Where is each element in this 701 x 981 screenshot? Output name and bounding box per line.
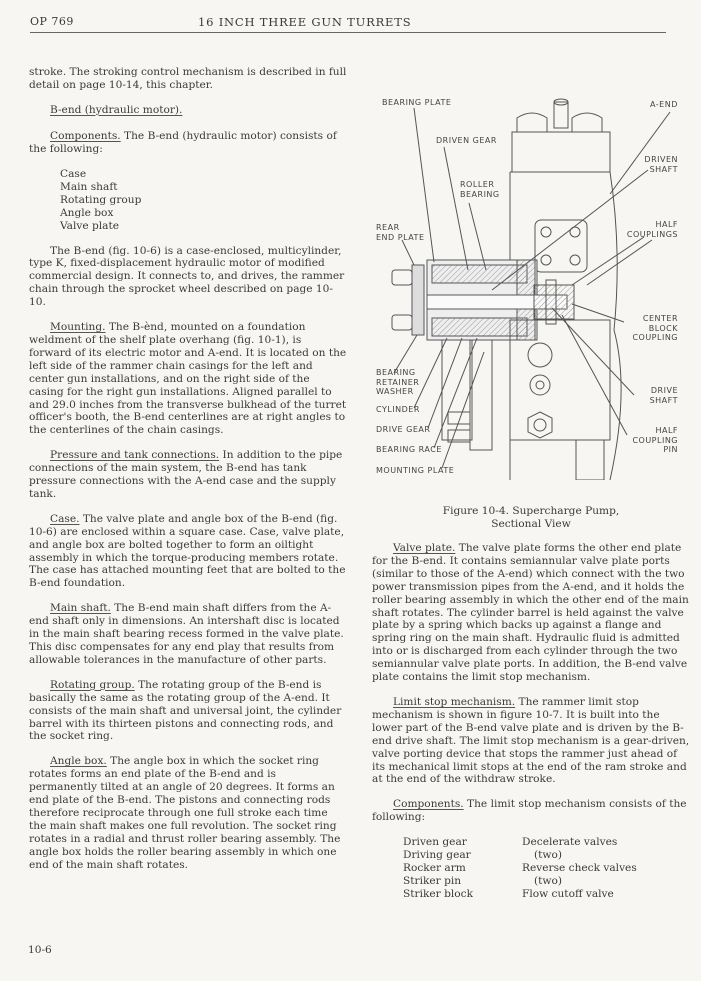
document-code: OP 769 [30, 15, 74, 28]
description-paragraph: The B-end (fig. 10-6) is a case-enclosed, multicylinder, type K, fixed-displacement hydraulic motor of modified commercial design. It connects to, and drives, the rammer chain through the sprocket wheel described on page 10-10. [29, 244, 345, 309]
label-mounting-plate: MOUNTING PLATE [376, 466, 455, 475]
valve-plate-paragraph: Valve plate. The valve plate forms the other end plate for the B-end. It contains semiannular valve plate ports (similar to those of the A-end) which connect with the two power transmission pipes from the A-end, and it holds the roller bearing assembly in which the other end of the main shaft rotates. The cylinder barrel is held against the valve plate by a spring which backs up against a flange and spring ring on the main shaft. Hydraulic fluid is admitted into or is discharged from each cylinder through the two semiannular valve plate ports. In addition, the B-end valve plate contains the limit stop mechanism. [372, 542, 689, 684]
list-item: Reverse check valves [522, 862, 637, 875]
running-title: 16 INCH THREE GUN TURRETS [198, 15, 412, 29]
supercharge-pump-figure [372, 90, 690, 480]
main-shaft-paragraph: Main shaft. The B-end main shaft differs from the A-end shaft only in dimensions. An intershaft disc is located in the main shaft bearing recess formed in the valve plate. This disc compensates for any end play that results from allowable tolerances in the manufacture of other parts. [29, 602, 344, 666]
label-bearing-retainer-washer: BEARING RETAINER WASHER [376, 368, 420, 396]
list-item: Striker pin [403, 875, 462, 888]
list-item: Driving gear [403, 849, 471, 862]
label-roller-bearing: ROLLER BEARING [460, 180, 500, 199]
label-bearing-plate: BEARING PLATE [382, 98, 452, 107]
left-column [29, 66, 347, 884]
components-paragraph: Components. The B-end (hydraulic motor) consists of the following: [29, 129, 337, 155]
list-item: Angle box [60, 206, 114, 219]
label-driven-shaft: DRIVEN SHAFT [644, 155, 678, 174]
label-drive-shaft: DRIVE SHAFT [649, 386, 678, 405]
list-item: (two) [534, 849, 562, 862]
components-label: Components. [50, 129, 121, 142]
label-cylinder: CYLINDER [376, 405, 420, 414]
list-item: Rocker arm [403, 862, 466, 875]
list-item: Rotating group [60, 193, 142, 206]
list-item: Decelerate valves [522, 836, 618, 849]
page-header [30, 12, 666, 33]
list-item: Case [60, 167, 87, 180]
limit-stop-components-paragraph: Components. The limit stop mechanism consists of the following: [372, 798, 687, 824]
intro-paragraph: stroke. The stroking control mechanism is described in full detail on page 10-14, this chapter. [29, 66, 347, 91]
list-item: Valve plate [60, 219, 120, 232]
list-item: Driven gear [403, 836, 467, 849]
section-heading: B-end (hydraulic motor). [50, 103, 183, 116]
rotating-group-paragraph: Rotating group. The rotating group of the B-end is basically the same as the rotating group of the A-end. It consists of the main shaft and universal joint, the cylinder barrel with its thirteen pistons and connecting rods, and the socket ring. [29, 678, 342, 743]
list-item: Flow cutoff valve [522, 888, 614, 901]
label-half-coupling-pin: HALF COUPLING PIN [632, 426, 678, 454]
figure-caption: Figure 10-4. Supercharge Pump, Sectional View [442, 505, 620, 530]
limit-stop-paragraph: Limit stop mechanism. The rammer limit stop mechanism is shown in figure 10-7. It is built into the lower part of the B-end valve plate and is driven by the B-end drive shaft. The limit stop mechanism is a gear-driven, valve porting device that stops the rammer just ahead of its mechanical limit stops at the end of the ram stroke and at the end of the withdraw stroke. [372, 695, 690, 786]
limit-stop-components-list [403, 836, 690, 901]
list-item: Main shaft [60, 180, 118, 193]
pump-sectional-drawing [372, 90, 690, 480]
angle-box-paragraph: Angle box. The angle box in which the socket ring rotates forms an end plate of the B-end and is permanently tilted at an angle of 20 degrees. It forms an end plate of the B-end. The pistons and connecting rods therefore reciprocate through one full stroke each time the main shaft makes one full revolution. The socket ring rotates in a radial and thrust roller bearing assembly. The angle box holds the roller bearing assembly in which one end of the main shaft rotates. [29, 755, 341, 871]
pressure-paragraph: Pressure and tank connections. In addition to the pipe connections of the main system, the B-end has tank pressure connections with the A-end case and the supply tank. [29, 449, 343, 500]
label-center-block-coupling: CENTER BLOCK COUPLING [632, 314, 678, 342]
list-item: (two) [534, 875, 562, 888]
label-a-end: A-END [650, 100, 678, 109]
label-bearing-race: BEARING RACE [376, 445, 442, 454]
a-end-top-block [512, 132, 610, 172]
case-paragraph: Case. The valve plate and angle box of the B-end (fig. 10-6) are enclosed within a square case. Case, valve plate, and angle box are bolted together to form an oiltight assembly in which the torque-producing members rotate. The case has attached mounting feet that are bolted to the B-end foundation. [29, 512, 346, 590]
page-number: 10-6 [28, 944, 52, 956]
mounting-paragraph: Mounting. The B-ènd, mounted on a foundation weldment of the shelf plate overhang (fig. 10-1), is forward of its electric motor and A-end. It is located on the left side of the rammer chain casings for the left and center gun installations, and on the right side of the casing for the right gun installations. Aligned parallel to and 29.0 inches from the transverse bulkhead of the turret officer's booth, the B-end centerlines are at right angles to the centerlines of the chain casings. [29, 321, 347, 437]
label-drive-gear: DRIVE GEAR [376, 425, 431, 434]
right-column [372, 542, 690, 901]
label-rear-end-plate: REAR END PLATE [376, 223, 425, 242]
label-driven-gear: DRIVEN GEAR [436, 136, 497, 145]
coupling [534, 285, 574, 319]
list-item: Striker block [403, 888, 473, 901]
label-half-couplings: HALF COUPLINGS [626, 220, 678, 239]
components-list [60, 168, 347, 233]
